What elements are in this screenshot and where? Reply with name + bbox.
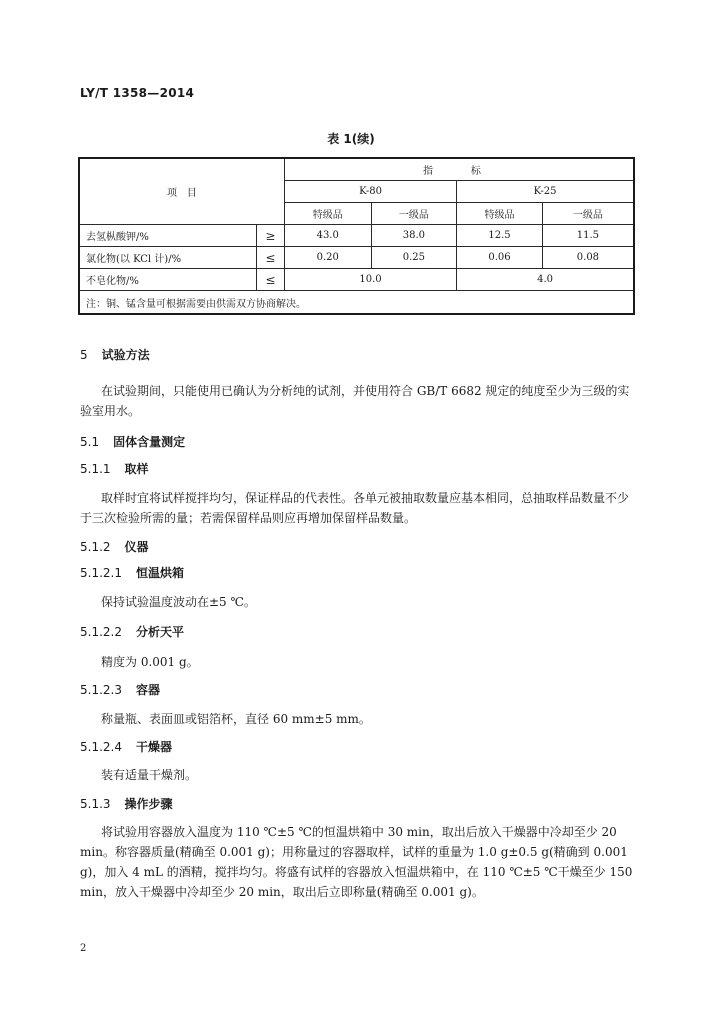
cell-value: 38.0 [371, 225, 457, 247]
paragraph: 保持试验温度波动在±5 ℃。 [101, 595, 256, 609]
header-index: 指 标 [284, 158, 634, 181]
cell-value: 12.5 [457, 225, 543, 247]
page-number: 2 [80, 943, 87, 954]
section-heading: 5.1.3 操作步骤 [80, 797, 173, 811]
grade-label: 特级品 [457, 203, 543, 225]
paragraph: 精度为 0.001 g。 [101, 655, 199, 669]
table-row [79, 225, 634, 247]
section-heading: 5.1.2.1 恒温烘箱 [80, 566, 184, 580]
paragraph: 称量瓶、表面皿或铝箔杯，直径 60 mm±5 mm。 [101, 712, 371, 726]
section-heading: 5.1.2.4 干燥器 [80, 740, 172, 754]
paragraph: 取样时宜将试样搅拌均匀，保证样品的代表性。各单元被抽取数量应基本相同，总抽取样品数量不少于三次检验所需的量；若需保留样品则应再增加保留样品数量。 [80, 491, 630, 525]
table-row [79, 247, 634, 269]
section-heading: 5.1.1 取样 [80, 462, 149, 476]
header-k80: K-80 [284, 181, 456, 203]
relation-sign: ≤ [256, 269, 284, 291]
table-row [79, 269, 634, 291]
header-k25: K-25 [457, 181, 634, 203]
relation-sign: ≥ [256, 225, 284, 247]
section-heading: 5 试验方法 [80, 348, 150, 362]
section-heading: 5.1.2.2 分析天平 [80, 625, 184, 639]
paragraph: 将试验用容器放入温度为 110 ℃±5 ℃的恒温烘箱中 30 min，取出后放入干燥器中冷却至少 20 min。称容器质量(精确至 0.001 g)；用称量过的容器取样，试样的重量为 1.0 g±0.5 g(精确到 0.001 g)，加入 4 mL 的酒精，搅拌均匀。将盛有试样的容器放入恒温烘箱中，在 110 ℃±5 ℃干燥至少 150 min，放入干燥器中冷却至少 20 min，取出后立即称量(精确至 0.001 g)。 [80, 825, 633, 899]
cell-value: 0.08 [542, 247, 634, 269]
cell-value: 43.0 [284, 225, 371, 247]
paragraph: 在试验期间，只能使用已确认为分析纯的试剂，并使用符合 GB/T 6682 规定的纯度至少为三级的实验室用水。 [80, 384, 630, 418]
relation-sign: ≤ [256, 247, 284, 269]
table-note: 注：铜、锰含量可根据需要由供需双方协商解决。 [79, 291, 634, 315]
cell-value: 0.20 [284, 247, 371, 269]
cell-value: 10.0 [284, 269, 456, 291]
cell-value: 0.06 [457, 247, 543, 269]
spec-table [78, 157, 635, 315]
cell-value: 11.5 [542, 225, 634, 247]
row-name: 不皂化物/% [79, 269, 256, 291]
row-name: 去氢枞酸钾/% [79, 225, 256, 247]
grade-label: 特级品 [284, 203, 371, 225]
paragraph: 装有适量干燥剂。 [101, 768, 198, 782]
section-heading: 5.1.2.3 容器 [80, 683, 160, 697]
grade-label: 一级品 [371, 203, 457, 225]
document-header: LY/T 1358—2014 [80, 86, 195, 100]
table-caption: 表 1(续) [327, 132, 375, 146]
header-item: 项 目 [79, 158, 284, 225]
cell-value: 4.0 [457, 269, 634, 291]
section-heading: 5.1.2 仪器 [80, 540, 149, 554]
cell-value: 0.25 [371, 247, 457, 269]
section-heading: 5.1 固体含量测定 [80, 435, 186, 449]
row-name: 氯化物(以 KCl 计)/% [79, 247, 256, 269]
grade-label: 一级品 [542, 203, 634, 225]
